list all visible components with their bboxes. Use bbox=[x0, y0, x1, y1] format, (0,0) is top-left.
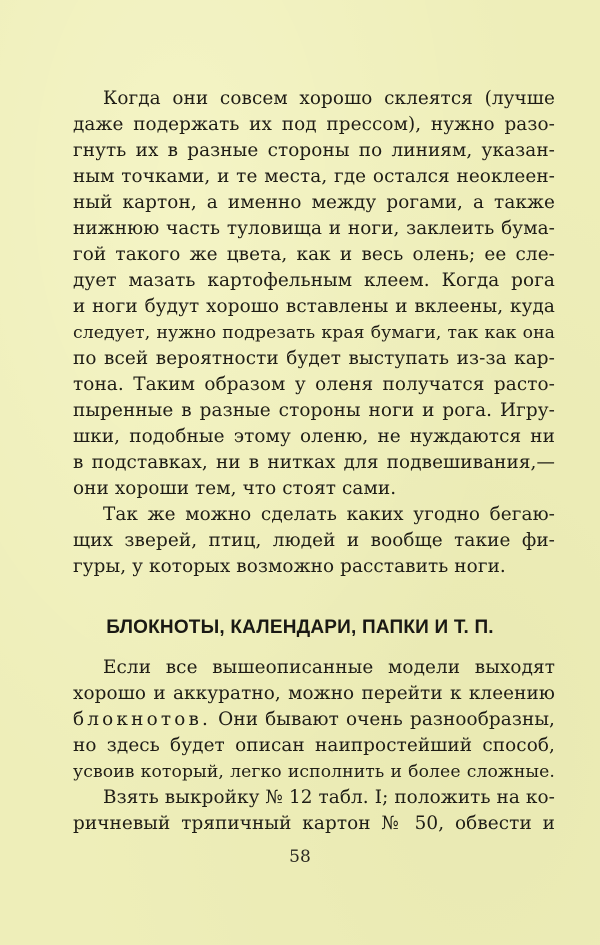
text-line: они хороши тем, что стоят сами. bbox=[73, 478, 397, 499]
text-line: шки, подобные этому оленю, не нуждаются ни bbox=[73, 426, 555, 447]
text-line bbox=[73, 707, 555, 733]
text-line: ным точками, и те места, где остался неоклеен- bbox=[73, 166, 555, 187]
text-line: Так же можно сделать каких угодно бегаю- bbox=[103, 504, 555, 525]
text-line: усвоив который, легко исполнить и более сложные. bbox=[73, 762, 555, 782]
text-line: дует мазать картофельным клеем. Когда рога bbox=[73, 270, 555, 291]
emphasized-term: блокнотов. bbox=[73, 709, 212, 730]
text-line: щих зверей, птиц, людей и вообще такие фи- bbox=[73, 530, 555, 551]
text-line: хорошо и аккуратно, можно перейти к клеению bbox=[73, 683, 555, 704]
text-line: но здесь будет описан наипростейший способ, bbox=[73, 735, 555, 756]
section-heading: БЛОКНОТЫ, КАЛЕНДАРИ, ПАПКИ И Т. П. bbox=[106, 617, 494, 638]
text-line: гуры, у которых возможно расставить ноги. bbox=[73, 556, 506, 577]
page-number: 58 bbox=[289, 847, 311, 867]
text-line: Если все вышеописанные модели выходят bbox=[103, 657, 555, 678]
text-line: пыренные в разные стороны ноги и рога. Игру- bbox=[73, 400, 555, 421]
text-line: гой такого же цвета, как и весь олень; ее сле- bbox=[73, 244, 555, 265]
text-line: ричневый тряпичный картон № 50, обвести и bbox=[73, 813, 555, 834]
text-line: Взять выкройку № 12 табл. I; положить на ко- bbox=[103, 787, 555, 808]
text-line: и ноги будут хорошо вставлены и вклеены, куда bbox=[73, 296, 555, 317]
text-line: даже подержать их под прессом), нужно разо- bbox=[73, 114, 555, 135]
text-span: Они бывают очень разнообразны, bbox=[211, 709, 555, 730]
text-line: гнуть их в разные стороны по линиям, указан- bbox=[73, 140, 555, 161]
text-line: ный картон, а именно между рогами, а также bbox=[73, 192, 555, 213]
text-line: нижнюю часть туловища и ноги, заклеить бума- bbox=[73, 218, 555, 239]
text-line: в подставках, ни в нитках для подвешивания,— bbox=[73, 452, 555, 473]
text-line: по всей вероятности будет выступать из-за кар- bbox=[73, 348, 555, 369]
text-line: Когда они совсем хорошо склеятся (лучше bbox=[103, 88, 555, 109]
text-line: тона. Таким образом у оленя получатся расто- bbox=[73, 374, 555, 395]
text-line: следует, нужно подрезать края бумаги, так как она bbox=[73, 323, 555, 343]
